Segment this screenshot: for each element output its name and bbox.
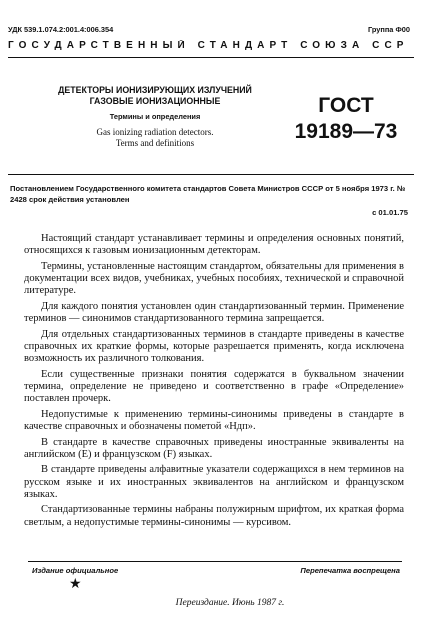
standard-title-block bbox=[30, 85, 280, 149]
udk-code: УДК 539.1.074.2:001.4:006.354 bbox=[8, 25, 114, 34]
decree-text: Постановлением Государственного комитета стандартов Совета Министров СССР от 5 ноября 1973 г. № 2428 срок действия установлен bbox=[10, 184, 406, 204]
state-standard-heading: ГОСУДАРСТВЕННЫЙ СТАНДАРТ СОЮЗА ССР bbox=[8, 40, 409, 51]
effective-date: с 01.01.75 bbox=[372, 208, 408, 217]
gost-number: 19189—73 bbox=[294, 120, 398, 143]
middle-divider bbox=[8, 174, 414, 175]
reprint-note: Переиздание. Июнь 1987 г. bbox=[175, 598, 285, 608]
top-divider bbox=[8, 57, 414, 58]
footer-divider bbox=[28, 561, 402, 562]
paragraph: Недопустимые к применению термины-синонимы приведены в стандарте в качестве справочных и обозначены пометой «Ндп». bbox=[24, 408, 404, 433]
paragraph: В стандарте приведены алфавитные указатели содержащихся в нем терминов на русском языке и их иностранных эквивалентов на английском и французском языках. bbox=[24, 464, 404, 500]
body-text bbox=[24, 233, 404, 532]
paragraph: Настоящий стандарт устанавливает термины и определения основных понятий, относящихся к газовым ионизационным детекторам. bbox=[24, 233, 404, 257]
title-subtitle: Термины и определения bbox=[109, 112, 201, 121]
paragraph: В стандарте в качестве справочных приведены иностранные эквиваленты на английском (Е) и французском (F) языках. bbox=[24, 436, 404, 460]
paragraph: Для каждого понятия установлен один стандартизованный термин. Применение терминов — синонимов стандартизованного термина запрещается. bbox=[24, 300, 404, 325]
paragraph: Для отдельных стандартизованных терминов в стандарте приведены в качестве справочных их краткие формы, которые разрешается применять, когда исключена возможность их различного толкования. bbox=[24, 328, 404, 365]
star-icon: ★ bbox=[69, 577, 82, 592]
official-edition-label: Издание официальное bbox=[32, 566, 119, 575]
reprint-forbidden-label: Перепечатка воспрещена bbox=[300, 566, 400, 575]
paragraph: Если существенные признаки понятия содержатся в буквальном значении термина, определение не приведено и соответственно в графе «Определение» поставлен прочерк. bbox=[24, 368, 404, 405]
group-code: Группа Ф00 bbox=[367, 25, 410, 34]
english-title-2: Terms and definitions bbox=[115, 138, 195, 148]
english-title-1: Gas ionizing radiation detectors. bbox=[96, 127, 214, 137]
gost-label: ГОСТ bbox=[318, 94, 374, 117]
title-line-1: ДЕТЕКТОРЫ ИОНИЗИРУЮЩИХ ИЗЛУЧЕНИЙ bbox=[58, 85, 252, 95]
title-line-2: ГАЗОВЫЕ ИОНИЗАЦИОННЫЕ bbox=[89, 96, 221, 106]
gost-designation bbox=[286, 93, 406, 145]
paragraph: Термины, установленные настоящим стандартом, обязательны для применения в документации всех видов, учебниках, учебных пособиях, технической и справочной литературе. bbox=[24, 260, 404, 297]
paragraph: Стандартизованные термины набраны полужирным шрифтом, их краткая форма светлым, а недопустимые термины-синонимы — курсивом. bbox=[24, 504, 404, 528]
